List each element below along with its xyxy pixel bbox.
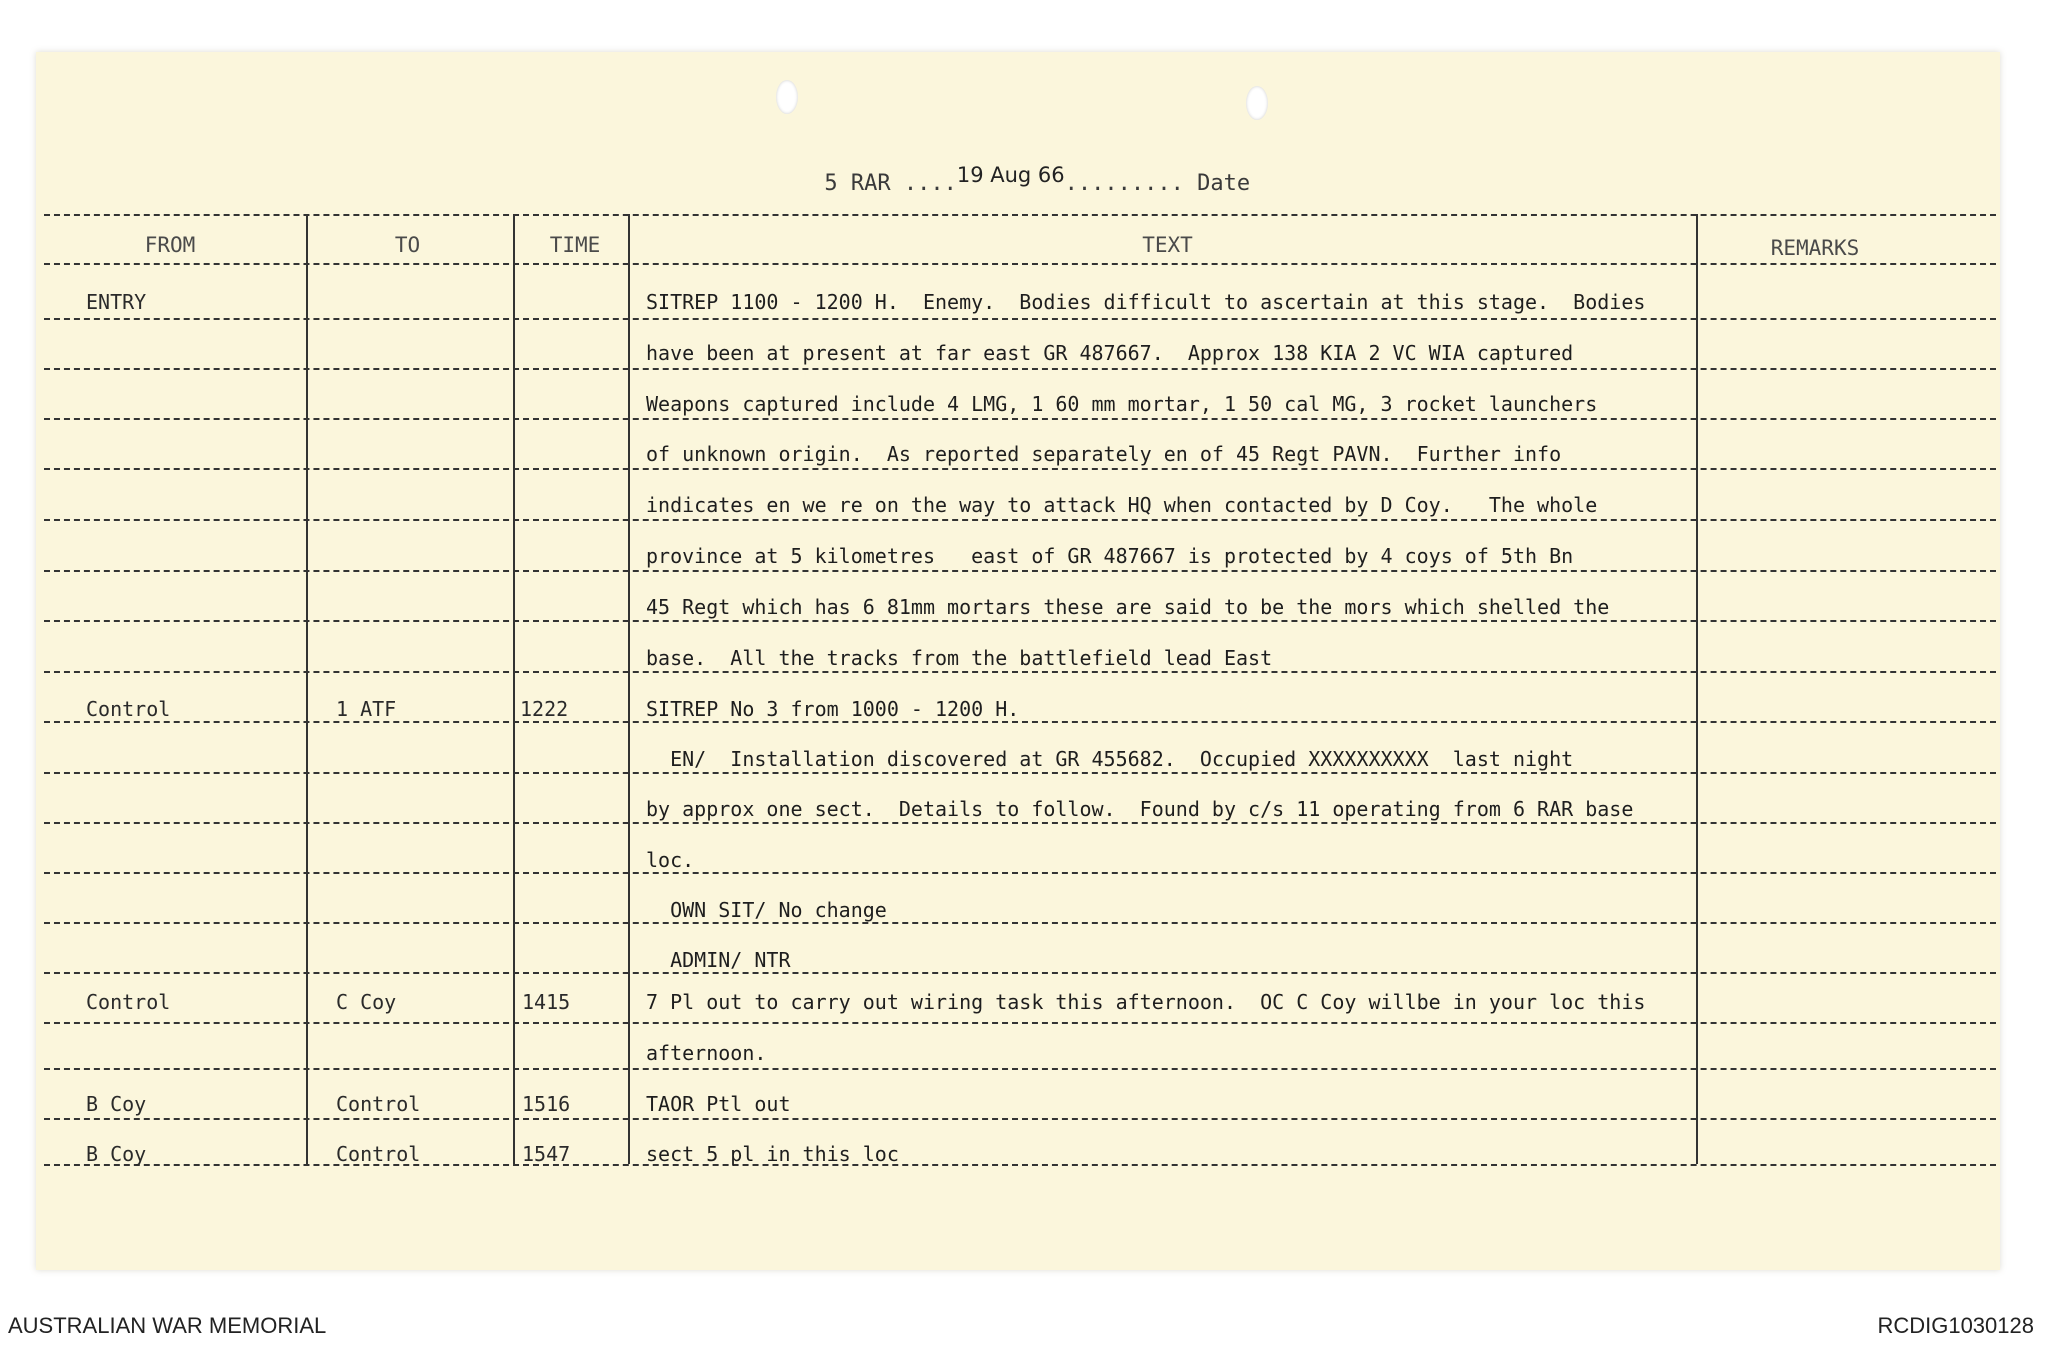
text-line: Weapons captured include 4 LMG, 1 60 mm mortar, 1 50 cal MG, 3 rocket launchers bbox=[646, 392, 1598, 416]
entry-to: Control bbox=[336, 1092, 421, 1116]
text-line: by approx one sect. Details to follow. Found by c/s 11 operating from 6 RAR base bbox=[646, 797, 1634, 821]
entry-to: 1 ATF bbox=[336, 697, 397, 721]
entry-time: 1547 bbox=[522, 1142, 571, 1166]
text-line: sect 5 pl in this loc bbox=[646, 1142, 899, 1166]
entry-time: 1516 bbox=[522, 1092, 571, 1116]
ruled-line bbox=[44, 263, 1996, 265]
ruled-line bbox=[44, 872, 1996, 874]
text-line: 7 Pl out to carry out wiring task this afternoon. OC C Coy willbe in your loc this bbox=[646, 990, 1646, 1014]
ruled-line bbox=[44, 620, 1996, 622]
text-line: base. All the tracks from the battlefield lead East bbox=[646, 646, 1273, 670]
ruled-line bbox=[44, 214, 1996, 216]
sheet-header: 5 RAR ....19 Aug 66......... Date bbox=[824, 163, 1251, 196]
date-label: Date bbox=[1197, 171, 1251, 196]
col-header-to: TO bbox=[394, 233, 421, 257]
text-line: of unknown origin. As reported separately en of 45 Regt PAVN. Further info bbox=[646, 442, 1562, 466]
ruled-line bbox=[44, 972, 1996, 974]
ruled-line bbox=[44, 1022, 1996, 1024]
punch-hole bbox=[1246, 86, 1268, 120]
entry-time: 1415 bbox=[522, 990, 571, 1014]
entry-from: Control bbox=[86, 697, 171, 721]
date-value: 19 Aug 66 bbox=[956, 163, 1065, 187]
text-line: province at 5 kilometres east of GR 487667 is protected by 4 coys of 5th Bn bbox=[646, 544, 1574, 568]
entry-from: B Coy bbox=[86, 1142, 147, 1166]
ruled-line bbox=[44, 468, 1996, 470]
col-header-text: TEXT bbox=[1142, 233, 1193, 257]
footer-archive-name: AUSTRALIAN WAR MEMORIAL bbox=[8, 1313, 327, 1338]
unit-label: 5 RAR bbox=[824, 171, 891, 196]
ruled-line bbox=[44, 1118, 1996, 1120]
col-header-time: TIME bbox=[549, 233, 601, 257]
text-line: OWN SIT/ No change bbox=[646, 898, 887, 922]
ruled-line bbox=[44, 671, 1996, 673]
entry-to: C Coy bbox=[336, 990, 397, 1014]
punch-hole bbox=[776, 80, 798, 114]
text-line: have been at present at far east GR 487667. Approx 138 KIA 2 VC WIA captured bbox=[646, 341, 1574, 365]
ruled-line bbox=[44, 1068, 1996, 1070]
ruled-line bbox=[44, 721, 1996, 723]
col-header-remarks: REMARKS bbox=[1770, 236, 1860, 260]
text-line: TAOR Ptl out bbox=[646, 1092, 791, 1116]
ruled-line bbox=[44, 318, 1996, 320]
ruled-line bbox=[44, 368, 1996, 370]
text-line: EN/ Installation discovered at GR 455682. Occupied XXXXXXXXXX last night bbox=[646, 747, 1574, 771]
ruled-line bbox=[44, 418, 1996, 420]
entry-to: Control bbox=[336, 1142, 421, 1166]
col-header-from: FROM bbox=[144, 233, 196, 257]
entry-from: B Coy bbox=[86, 1092, 147, 1116]
entry-time: 1222 bbox=[520, 697, 569, 721]
text-line: SITREP No 3 from 1000 - 1200 H. bbox=[646, 697, 1020, 721]
text-line: afternoon. bbox=[646, 1041, 767, 1065]
text-line: ADMIN/ NTR bbox=[646, 948, 791, 972]
text-line: 45 Regt which has 6 81mm mortars these are said to be the mors which shelled the bbox=[646, 595, 1610, 619]
ruled-line bbox=[44, 772, 1996, 774]
text-line: SITREP 1100 - 1200 H. Enemy. Bodies difficult to ascertain at this stage. Bodies bbox=[646, 290, 1646, 314]
text-line: indicates en we re on the way to attack HQ when contacted by D Coy. The whole bbox=[646, 493, 1598, 517]
entry-from: Control bbox=[86, 990, 171, 1014]
ruled-line bbox=[44, 822, 1996, 824]
ruled-line bbox=[44, 570, 1996, 572]
text-line: loc. bbox=[646, 848, 695, 872]
entry-from: ENTRY bbox=[86, 290, 147, 314]
footer-record-id: RCDIG1030128 bbox=[1877, 1313, 2034, 1338]
ruled-line bbox=[44, 519, 1996, 521]
ruled-line bbox=[44, 922, 1996, 924]
